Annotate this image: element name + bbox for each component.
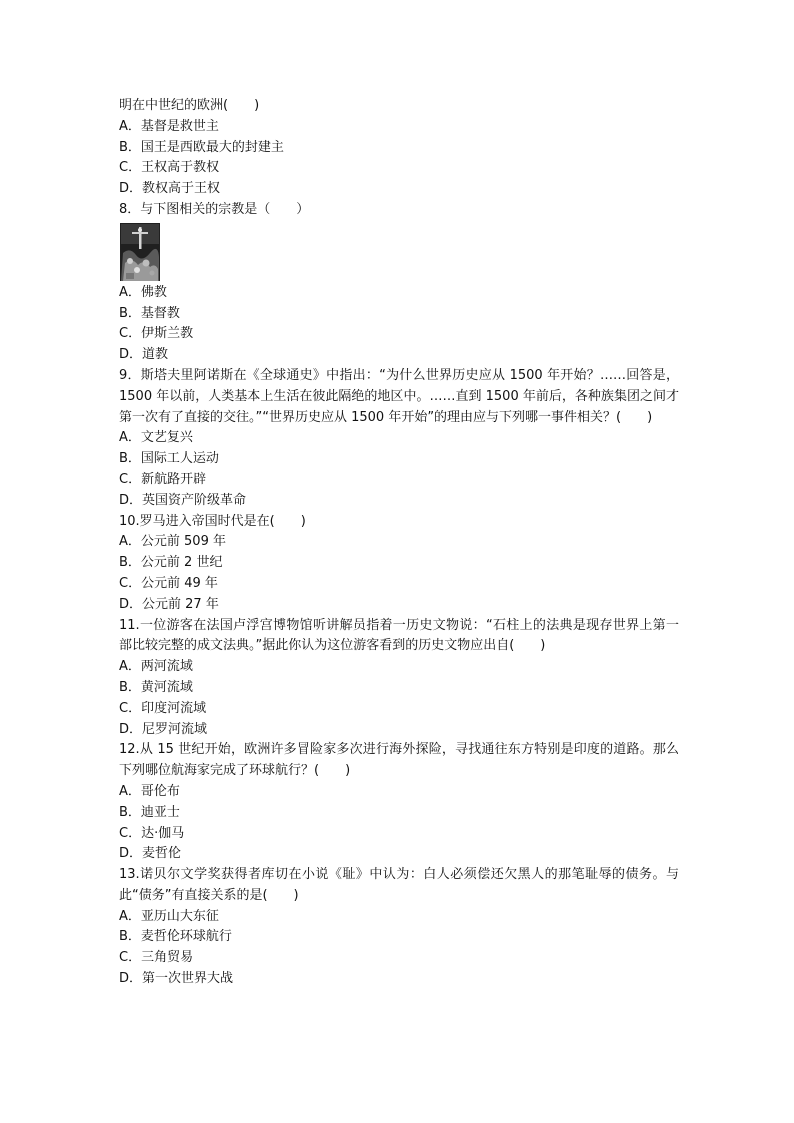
question-7-option-c: C．王权高于教权 xyxy=(119,160,220,176)
question-12-stem: 12.从 15 世纪开始，欧洲许多冒险家多次进行海外探险，寻找通往东方特别是印度的道路。那么下列哪位航海家完成了环球航行？( ) xyxy=(119,742,679,779)
question-12-option-a: A．哥伦布 xyxy=(119,783,180,799)
question-7-option-a: A．基督是救世主 xyxy=(119,118,219,134)
question-11-option-c: C．印度河流域 xyxy=(119,700,207,716)
question-9-stem: 9．斯塔夫里阿诺斯在《全球通史》中指出：“为什么世界历史应从 1500 年开始？……回答是，1500 年以前，人类基本上生活在彼此隔绝的地区中。……直到 1500 年前后，各种族集团之间才第一次有了直接的交往。”“世界历史应从 1500 年开始”的理由应与下列哪一事件相关？( ) xyxy=(119,367,679,425)
question-8-stem: 8．与下图相关的宗教是（ ） xyxy=(119,201,310,217)
question-13-option-c: C．三角贸易 xyxy=(119,950,194,966)
question-7-stem: 明在中世纪的欧洲( ) xyxy=(119,98,260,113)
question-10 xyxy=(119,512,679,616)
question-13-option-d: D．第一次世界大战 xyxy=(119,971,234,987)
question-11-option-a: A．两河流域 xyxy=(119,659,193,675)
question-10-option-a: A．公元前 509 年 xyxy=(119,534,226,550)
question-13 xyxy=(119,865,679,990)
question-7-option-b: B．国王是西欧最大的封建主 xyxy=(119,139,284,155)
question-9 xyxy=(119,366,679,512)
question-12-option-c: C．达·伽马 xyxy=(119,825,185,841)
question-8-option-c: C．伊斯兰教 xyxy=(119,326,194,342)
question-12-option-b: B．迪亚士 xyxy=(119,804,180,820)
question-8-option-a: A．佛教 xyxy=(119,284,167,300)
question-11 xyxy=(119,616,679,741)
question-13-option-a: A．亚历山大东征 xyxy=(119,908,219,924)
question-11-stem: 11.一位游客在法国卢浮宫博物馆听讲解员指着一历史文物说：“石柱上的法典是现存世界上第一部比较完整的成文法典。”据此你认为这位游客看到的历史文物应出自( ) xyxy=(119,617,679,654)
question-10-option-c: C．公元前 49 年 xyxy=(119,575,218,591)
question-12 xyxy=(119,740,679,865)
crucifixion-scene-image xyxy=(120,223,160,281)
question-7 xyxy=(119,96,679,200)
question-10-option-b: B．公元前 2 世纪 xyxy=(119,555,223,571)
question-10-stem: 10.罗马进入帝国时代是在( ) xyxy=(119,513,306,529)
exam-page-content xyxy=(119,96,679,990)
question-9-option-a: A．文艺复兴 xyxy=(119,430,193,446)
question-11-option-d: D．尼罗河流域 xyxy=(119,721,208,737)
question-9-option-c: C．新航路开辟 xyxy=(119,471,207,487)
question-12-option-d: D．麦哲伦 xyxy=(119,846,182,862)
question-8-option-d: D．道教 xyxy=(119,347,169,363)
question-13-option-b: B．麦哲伦环球航行 xyxy=(119,929,232,945)
question-9-option-b: B．国际工人运动 xyxy=(119,451,219,467)
question-9-option-d: D．英国资产阶级革命 xyxy=(119,492,247,508)
question-13-stem: 13.诺贝尔文学奖获得者库切在小说《耻》中认为：白人必须偿还欠黑人的那笔耻辱的债务。与此“债务”有直接关系的是( ) xyxy=(119,867,679,903)
question-11-option-b: B．黄河流域 xyxy=(119,679,193,695)
question-10-option-d: D．公元前 27 年 xyxy=(119,596,219,612)
question-7-option-d: D．教权高于王权 xyxy=(119,181,221,197)
question-8-option-b: B．基督教 xyxy=(119,305,180,321)
religious-painting-image xyxy=(120,223,160,281)
question-8 xyxy=(119,200,679,366)
